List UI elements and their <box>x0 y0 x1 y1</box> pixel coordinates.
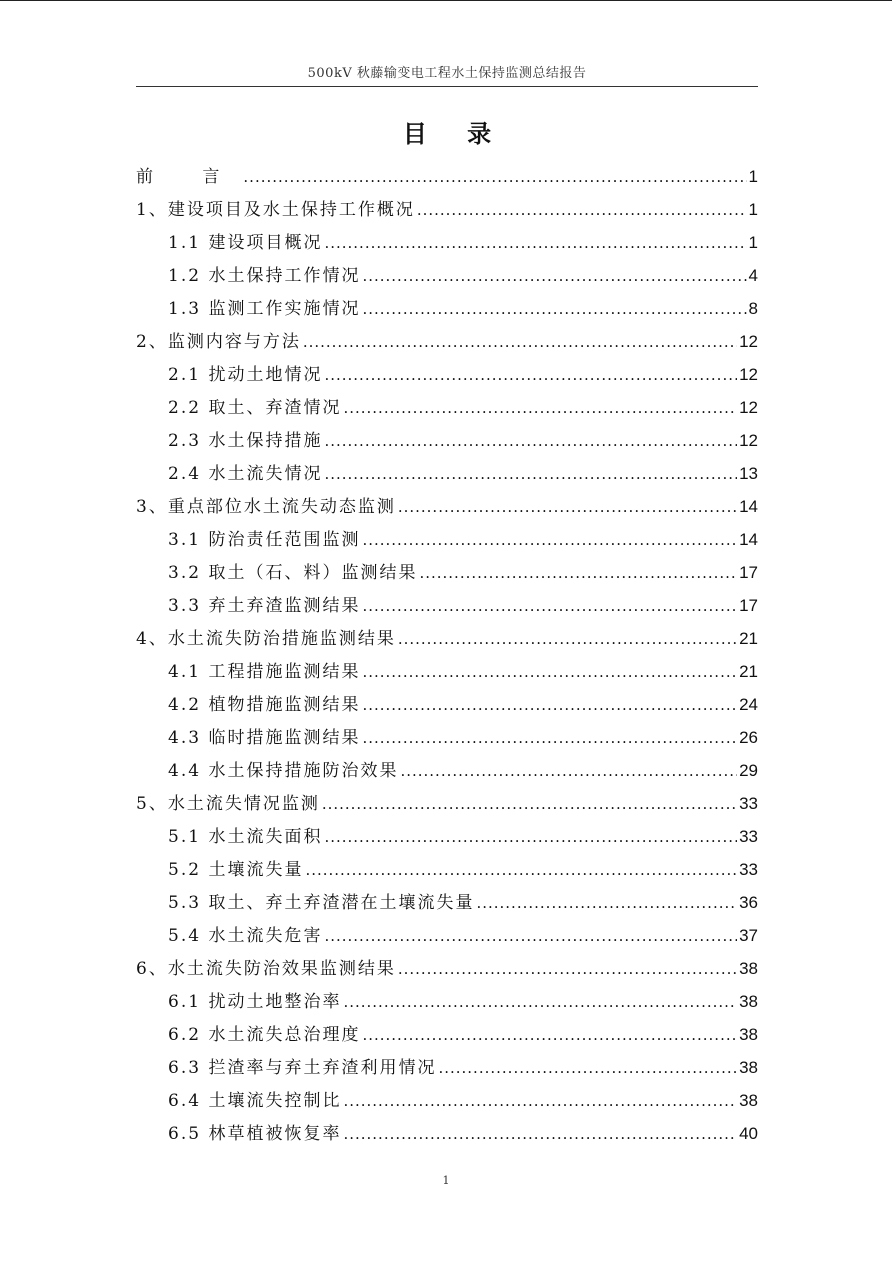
toc-entry-label: 3.1 防治责任范围监测 <box>168 530 361 550</box>
toc-dot-leader <box>243 161 746 194</box>
toc-subsection-entry[interactable] <box>136 1018 758 1051</box>
toc-subsection-entry[interactable] <box>136 688 758 721</box>
toc-subsection-entry[interactable] <box>136 886 758 919</box>
toc-entry-page: 38 <box>739 992 758 1011</box>
toc-dot-leader <box>476 887 737 920</box>
running-header: 500kV 秋藤输变电工程水土保持监测总结报告 <box>307 66 587 81</box>
toc-entry-page: 4 <box>748 266 758 285</box>
toc-entry-page: 40 <box>739 1124 758 1143</box>
toc-entry-label: 2.3 水土保持措施 <box>168 431 323 451</box>
toc-section-entry[interactable] <box>136 325 758 358</box>
toc-dot-leader <box>343 986 737 1019</box>
toc-subsection-entry[interactable] <box>136 655 758 688</box>
toc-entry-label: 3.3 弃土弃渣监测结果 <box>168 596 361 616</box>
toc-entry-label: 5.4 水土流失危害 <box>168 926 323 946</box>
toc-entry-label: 3.2 取土（石、料）监测结果 <box>168 563 418 583</box>
toc-subsection-entry[interactable] <box>136 424 758 457</box>
toc-entry-page: 1 <box>748 200 758 219</box>
toc-entry-label: 2.1 扰动土地情况 <box>168 365 323 385</box>
toc-entry-page: 12 <box>739 332 758 351</box>
toc-dot-leader <box>324 425 737 458</box>
toc-entry-page: 14 <box>739 497 758 516</box>
toc-section-entry[interactable] <box>136 193 758 226</box>
toc-entry-label: 5、水土流失情况监测 <box>136 794 320 814</box>
toc-entry-page: 33 <box>739 860 758 879</box>
toc-entry-label: 1.1 建设项目概况 <box>168 233 323 253</box>
toc-subsection-entry[interactable] <box>136 853 758 886</box>
toc-entry-page: 1 <box>748 233 758 252</box>
toc-subsection-entry[interactable] <box>136 523 758 556</box>
page-number: 1 <box>442 1174 450 1187</box>
toc-entry-label: 6.2 水土流失总治理度 <box>168 1025 361 1045</box>
toc-dot-leader <box>324 227 746 260</box>
toc-entry-label: 3、重点部位水土流失动态监测 <box>136 497 396 517</box>
page-top-border <box>0 0 892 1</box>
toc-subsection-entry[interactable] <box>136 1117 758 1150</box>
toc-entry-page: 12 <box>739 431 758 450</box>
toc-section-entry[interactable] <box>136 490 758 523</box>
header-rule <box>136 86 758 87</box>
toc-entry-page: 1 <box>748 167 758 186</box>
toc-subsection-entry[interactable] <box>136 457 758 490</box>
toc-entry-page: 21 <box>739 629 758 648</box>
toc-entry-label: 5.2 土壤流失量 <box>168 860 304 880</box>
toc-entry-page: 13 <box>739 464 758 483</box>
toc-entry-page: 37 <box>739 926 758 945</box>
toc-subsection-entry[interactable] <box>136 1051 758 1084</box>
toc-subsection-entry[interactable] <box>136 391 758 424</box>
toc-subsection-entry[interactable] <box>136 1084 758 1117</box>
toc-entry-page: 38 <box>739 959 758 978</box>
toc-subsection-entry[interactable] <box>136 259 758 292</box>
toc-entry-label: 4.1 工程措施监测结果 <box>168 662 361 682</box>
toc-subsection-entry[interactable] <box>136 721 758 754</box>
toc-dot-leader <box>362 293 746 326</box>
toc-dot-leader <box>343 1085 737 1118</box>
toc-entry-page: 17 <box>739 596 758 615</box>
toc-entry-label: 前 言 <box>136 167 242 187</box>
toc-entry-page: 14 <box>739 530 758 549</box>
toc-dot-leader <box>362 1019 737 1052</box>
toc-entry-page: 38 <box>739 1025 758 1044</box>
toc-section-entry[interactable] <box>136 622 758 655</box>
toc-dot-leader <box>324 821 737 854</box>
toc-subsection-entry[interactable] <box>136 919 758 952</box>
toc-subsection-entry[interactable] <box>136 556 758 589</box>
toc-subsection-entry[interactable] <box>136 754 758 787</box>
toc-entry-page: 29 <box>739 761 758 780</box>
toc-subsection-entry[interactable] <box>136 292 758 325</box>
toc-dot-leader <box>362 524 737 557</box>
toc-dot-leader <box>362 656 737 689</box>
toc-dot-leader <box>324 920 737 953</box>
toc-entry-page: 24 <box>739 695 758 714</box>
toc-dot-leader <box>343 1118 737 1151</box>
toc-entry-label: 1.2 水土保持工作情况 <box>168 266 361 286</box>
toc-dot-leader <box>343 392 737 425</box>
toc-dot-leader <box>400 755 737 788</box>
toc-dot-leader <box>398 953 737 986</box>
toc-entry-page: 12 <box>739 365 758 384</box>
toc-entry-page: 21 <box>739 662 758 681</box>
toc-entry-page: 36 <box>739 893 758 912</box>
toc-entry-label: 6.5 林草植被恢复率 <box>168 1124 342 1144</box>
toc-dot-leader <box>438 1052 737 1085</box>
toc-entry-page: 12 <box>739 398 758 417</box>
toc-dot-leader <box>305 854 737 887</box>
toc-subsection-entry[interactable] <box>136 985 758 1018</box>
table-of-contents <box>136 160 758 1150</box>
toc-dot-leader <box>324 359 737 392</box>
toc-entry-label: 1.3 监测工作实施情况 <box>168 299 361 319</box>
toc-dot-leader <box>362 260 746 293</box>
toc-section-entry[interactable] <box>136 160 758 193</box>
toc-entry-page: 33 <box>739 794 758 813</box>
toc-entry-page: 17 <box>739 563 758 582</box>
toc-entry-page: 33 <box>739 827 758 846</box>
toc-entry-label: 2.2 取土、弃渣情况 <box>168 398 342 418</box>
toc-entry-label: 6.4 土壤流失控制比 <box>168 1091 342 1111</box>
toc-entry-label: 1、建设项目及水土保持工作概况 <box>136 200 415 220</box>
toc-entry-label: 2、监测内容与方法 <box>136 332 301 352</box>
toc-title: 目 录 <box>402 119 508 148</box>
toc-dot-leader <box>398 623 737 656</box>
toc-entry-label: 4.2 植物措施监测结果 <box>168 695 361 715</box>
toc-subsection-entry[interactable] <box>136 589 758 622</box>
toc-dot-leader <box>417 194 747 227</box>
toc-entry-label: 2.4 水土流失情况 <box>168 464 323 484</box>
toc-entry-label: 4.4 水土保持措施防治效果 <box>168 761 399 781</box>
toc-entry-label: 6.3 拦渣率与弃土弃渣利用情况 <box>168 1058 437 1078</box>
toc-entry-label: 5.1 水土流失面积 <box>168 827 323 847</box>
toc-subsection-entry[interactable] <box>136 226 758 259</box>
toc-section-entry[interactable] <box>136 787 758 820</box>
toc-entry-page: 8 <box>748 299 758 318</box>
toc-dot-leader <box>362 722 737 755</box>
toc-entry-label: 6、水土流失防治效果监测结果 <box>136 959 396 979</box>
toc-entry-page: 38 <box>739 1091 758 1110</box>
toc-entry-label: 4.3 临时措施监测结果 <box>168 728 361 748</box>
toc-dot-leader <box>362 689 737 722</box>
toc-subsection-entry[interactable] <box>136 358 758 391</box>
toc-section-entry[interactable] <box>136 952 758 985</box>
toc-subsection-entry[interactable] <box>136 820 758 853</box>
toc-dot-leader <box>324 458 737 491</box>
toc-dot-leader <box>303 326 737 359</box>
toc-entry-label: 6.1 扰动土地整治率 <box>168 992 342 1012</box>
toc-dot-leader <box>419 557 737 590</box>
toc-dot-leader <box>362 590 737 623</box>
toc-entry-page: 38 <box>739 1058 758 1077</box>
toc-dot-leader <box>398 491 737 524</box>
toc-entry-page: 26 <box>739 728 758 747</box>
toc-entry-label: 5.3 取土、弃土弃渣潜在土壤流失量 <box>168 893 475 913</box>
toc-entry-label: 4、水土流失防治措施监测结果 <box>136 629 396 649</box>
toc-dot-leader <box>322 788 737 821</box>
